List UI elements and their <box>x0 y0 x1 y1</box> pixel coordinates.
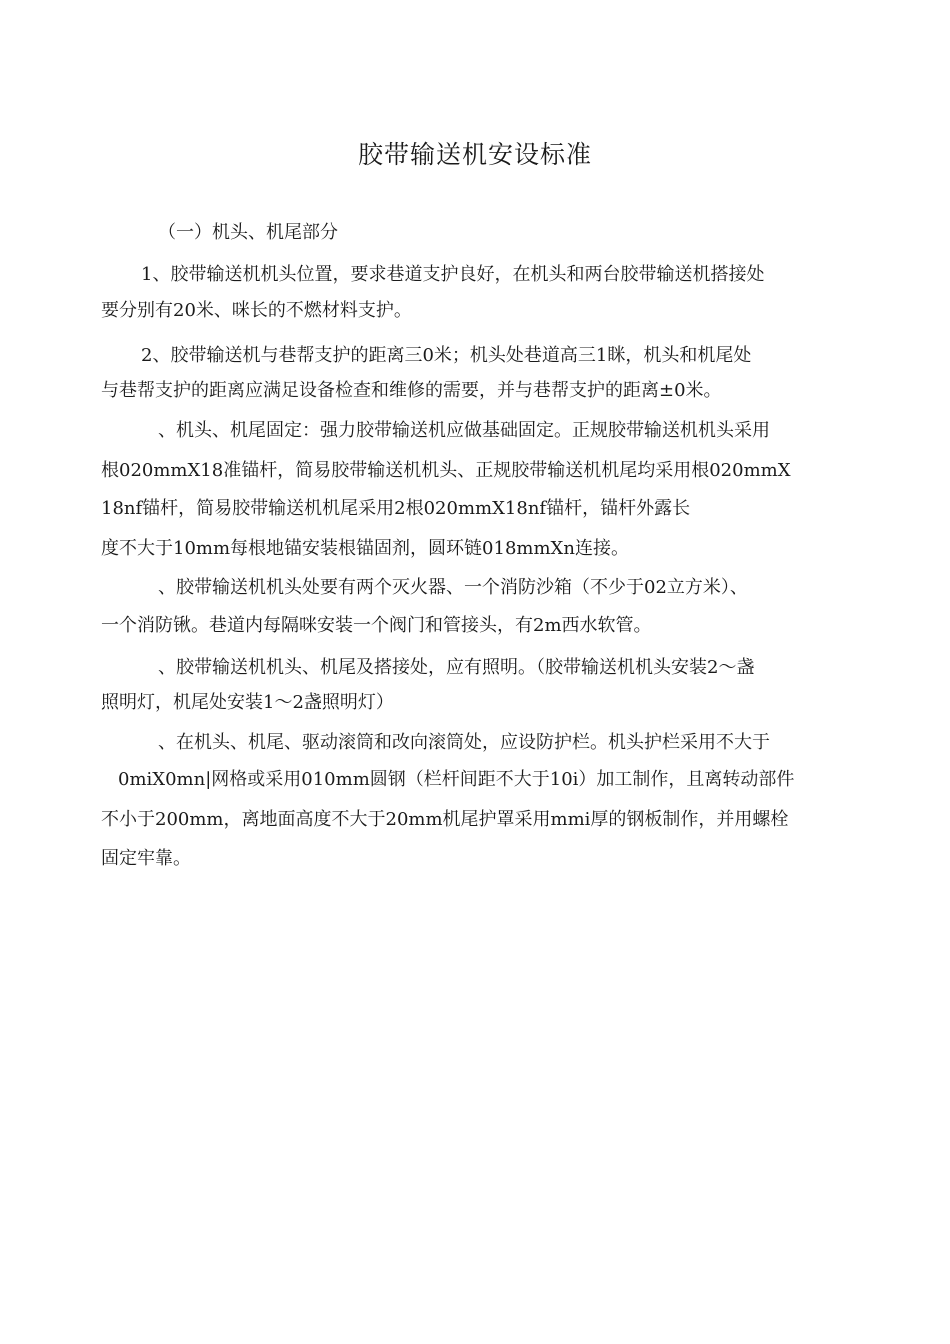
paragraph-line: 、在机头、机尾、驱动滚筒和改向滚筒处，应设防护栏。机头护栏采用不大于 <box>158 732 770 753</box>
paragraph-line: 要分别有20米、咪长的不燃材料支护。 <box>101 300 412 321</box>
paragraph-line: 度不大于10mm每根地锚安装根锚固剂，圆环链018mmXn连接。 <box>101 538 629 559</box>
paragraph-line: 18nf锚杆，简易胶带输送机机尾采用2根020mmX18nf锚杆，锚杆外露长 <box>101 498 691 519</box>
paragraph-line: 一个消防锹。巷道内每隔咪安装一个阀门和管接头，有2m西水软管。 <box>101 615 652 636</box>
paragraph-line: 0miX0mn|网格或采用010mm圆钢（栏杆间距不大于10i）加工制作，且离转动部件 <box>118 769 795 790</box>
paragraph-line: 2、胶带输送机与巷帮支护的距离三0米；机头处巷道高三1眯，机头和机尾处 <box>141 345 752 366</box>
document-title: 胶带输送机安设标准 <box>357 140 592 169</box>
paragraph-line: 固定牢靠。 <box>101 848 191 869</box>
paragraph-line: 与巷帮支护的距离应满足设备检查和维修的需要，并与巷帮支护的距离±0米。 <box>101 380 722 401</box>
paragraph-line: 照明灯，机尾处安装1〜2盏照明灯） <box>101 692 394 713</box>
paragraph-line: 根020mmX18准锚杆，简易胶带输送机机头、正规胶带输送机机尾均采用根020mmX <box>101 460 791 481</box>
paragraph-line: 1、胶带输送机机头位置，要求巷道支护良好，在机头和两台胶带输送机搭接处 <box>141 264 765 285</box>
paragraph-line: 、胶带输送机机头、机尾及搭接处，应有照明。（胶带输送机机头安装2〜盏 <box>158 657 755 678</box>
paragraph-line: 、胶带输送机机头处要有两个灭火器、一个消防沙箱（不少于02立方米）、 <box>158 577 748 598</box>
paragraph-line: 不小于200mm，离地面高度不大于20mm机尾护罩采用mmi厚的钢板制作，并用螺栓 <box>101 809 789 830</box>
paragraph-line: 、机头、机尾固定：强力胶带输送机应做基础固定。正规胶带输送机机头采用 <box>158 420 770 441</box>
section-heading: （一）机头、机尾部分 <box>158 222 338 243</box>
